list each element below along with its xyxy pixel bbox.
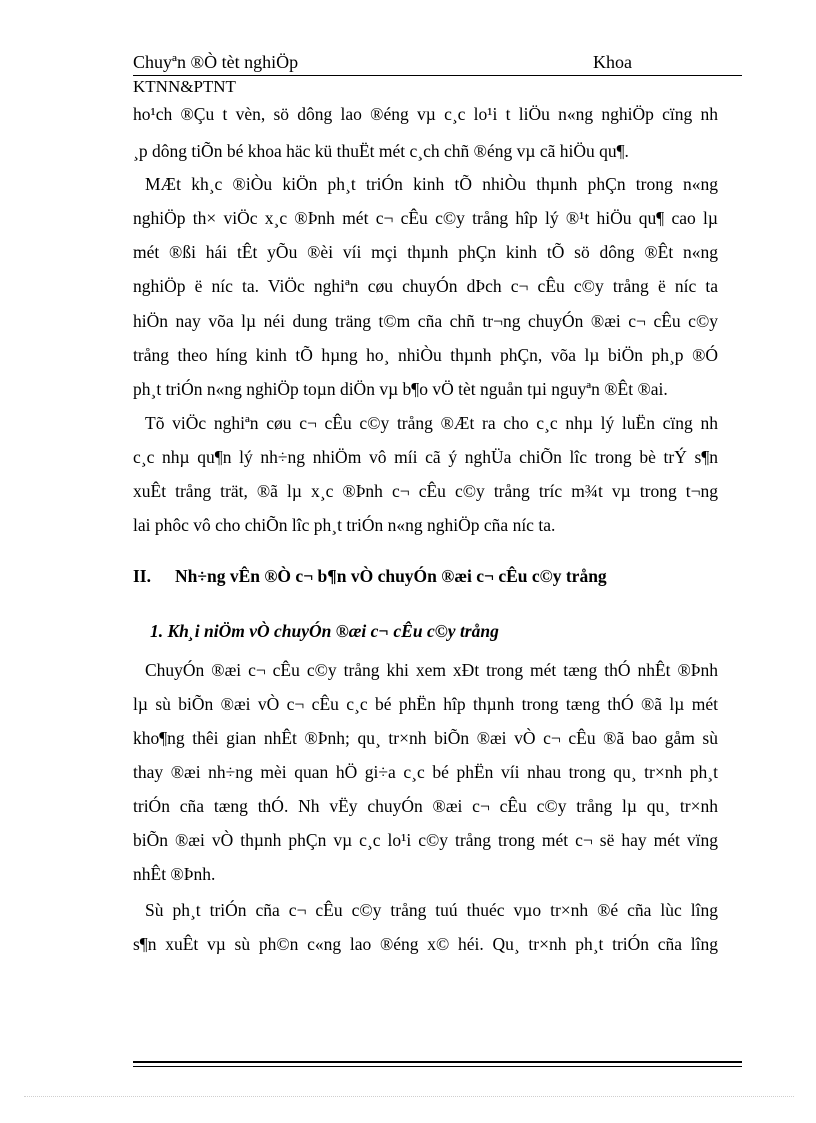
header-divider <box>133 75 742 76</box>
footer-rule <box>133 1066 742 1067</box>
subsection-heading: 1. Kh¸i niÖm vÒ chuyÓn ®æi c¬ cÊu c©y trång <box>150 621 499 641</box>
section-title: Nh÷ng vÊn ®Ò c¬ b¶n vÒ chuyÓn ®æi c¬ cÊu c©y trång <box>175 566 607 586</box>
section-heading <box>133 566 607 587</box>
text-line: nhÊt ®Þnh. <box>133 864 216 884</box>
text-line: ChuyÓn ®æi c¬ cÊu c©y trång khi xem xÐt trong mét tæng thÓ nhÊt ®Þnh <box>145 660 718 680</box>
text-line: c¸c nhµ qu¶n lý nh÷ng nhiÖm vô míi cã ý nghÜa chiÕn lîc trong bè trÝ s¶n <box>133 447 718 467</box>
text-line: lai phôc vô cho chiÕn lîc ph¸t triÓn n«ng nghiÖp cña níc ta. <box>133 515 556 535</box>
page-header-continuation: KTNN&PTNT <box>133 77 236 96</box>
footer-rule <box>133 1061 742 1063</box>
text-line: s¶n xuÊt vµ sù ph©n c«ng lao ®éng x© héi. Qu¸ tr×nh ph¸t triÓn cña lîng <box>133 934 718 954</box>
text-line: triÓn cña tæng thÓ. Nh vËy chuyÓn ®æi c¬ cÊu c©y trång lµ qu¸ tr×nh <box>133 796 718 816</box>
text-line: mét ®ßi hái tÊt yÕu ®èi víi mçi thµnh phÇn kinh tÕ sö dông ®Êt n«ng <box>133 242 718 262</box>
text-line: kho¶ng thêi gian nhÊt ®Þnh; qu¸ tr×nh biÕn ®æi vÒ c¬ cÊu ®ã bao gåm sù <box>133 728 718 748</box>
page-header-right: Khoa <box>593 52 632 72</box>
text-line: ¸p dông tiÕn bé khoa häc kü thuËt mét c¸ch chñ ®éng vµ cã hiÖu qu¶. <box>133 141 629 161</box>
text-line: hiÖn nay võa lµ néi dung träng t©m cña chñ tr¬ng chuyÓn ®æi c¬ cÊu c©y <box>133 311 718 331</box>
text-line: nghiÖp th× viÖc x¸c ®Þnh mét c¬ cÊu c©y trång hîp lý ®¹t hiÖu qu¶ cao lµ <box>133 208 718 228</box>
text-line: Sù ph¸t triÓn cña c¬ cÊu c©y trång tuú thuéc vµo tr×nh ®é cña lùc lîng <box>145 900 718 920</box>
page-header-left: Chuyªn ®Ò tèt nghiÖp <box>133 52 299 72</box>
section-number: II. <box>133 566 151 586</box>
page-edge <box>24 1096 794 1097</box>
text-line: lµ sù biÕn ®æi vÒ c¬ cÊu c¸c bé phËn hîp thµnh trong tæng thÓ ®ã lµ mét <box>133 694 718 714</box>
text-line: biÕn ®æi vÒ thµnh phÇn vµ c¸c lo¹i c©y trång trong mét c¬ së hay mét vïng <box>133 830 718 850</box>
text-line: xuÊt trång trät, ®ã lµ x¸c ®Þnh c¬ cÊu c©y trång tríc m¾t vµ trong t¬ng <box>133 481 718 501</box>
text-line: ph¸t triÓn n«ng nghiÖp toµn diÖn vµ b¶o vÖ tèt nguån tµi nguyªn ®Êt ®ai. <box>133 379 668 399</box>
text-line: thay ®æi nh÷ng mèi quan hÖ gi÷a c¸c bé phËn víi nhau trong qu¸ tr×nh ph¸t <box>133 762 718 782</box>
text-line: MÆt kh¸c ®iÒu kiÖn ph¸t triÓn kinh tÕ nhiÒu thµnh phÇn trong n«ng <box>145 174 718 194</box>
text-line: nghiÖp ë níc ta. ViÖc nghiªn cøu chuyÓn dÞch c¬ cÊu c©y trång ë níc ta <box>133 276 718 296</box>
text-line: trång theo híng kinh tÕ hµng ho¸ nhiÒu thµnh phÇn, võa lµ biÖn ph¸p ®Ó <box>133 345 718 365</box>
text-line: ho¹ch ®Çu t vèn, sö dông lao ®éng vµ c¸c lo¹i t liÖu n«ng nghiÖp cïng nh <box>133 104 718 124</box>
text-line: Tõ viÖc nghiªn cøu c¬ cÊu c©y trång ®Æt ra cho c¸c nhµ lý luËn cïng nh <box>145 413 718 433</box>
